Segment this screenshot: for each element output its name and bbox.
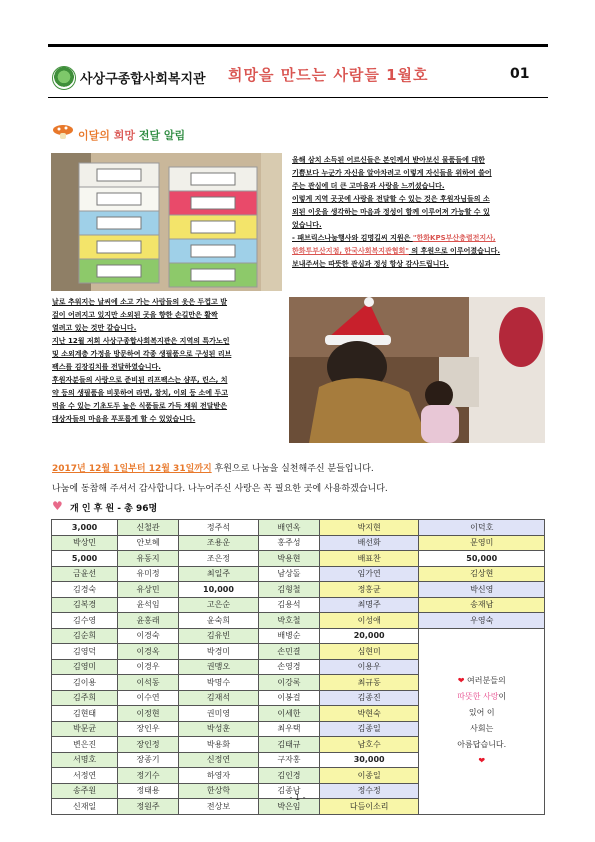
top-rule	[48, 44, 548, 47]
donor-cell: 조용운	[178, 535, 258, 551]
donor-cell: 김이용	[52, 675, 118, 691]
donor-heading: 개 인 후 원 - 총 96명	[70, 504, 158, 514]
donor-cell: 이강록	[259, 675, 320, 691]
donor-cell: 배연옥	[259, 520, 320, 536]
donor-cell: 이성애	[319, 613, 419, 629]
red-heart-icon: ❤	[457, 676, 465, 685]
header-divider	[48, 97, 548, 98]
donor-cell: 유상민	[118, 582, 179, 598]
donor-cell: 최명주	[319, 597, 419, 613]
donor-cell: 3,000	[52, 520, 118, 536]
donor-cell: 손민결	[259, 644, 320, 660]
donor-cell: 50,000	[419, 551, 545, 567]
donor-cell: 이세한	[259, 706, 320, 722]
para2-line9: 먹을 수 있는 기초도두 높은 식품들로 가득 채워 전달받은	[52, 402, 228, 410]
donor-cell: 하영자	[178, 768, 258, 784]
para2-line2: 걸이 어려지고 있지만 소외된 곳을 향한 손길만은 활짝	[52, 311, 218, 319]
donor-cell: 장인우	[118, 721, 179, 737]
donor-cell: 김유빈	[178, 628, 258, 644]
donor-cell: 정태용	[118, 783, 179, 799]
donor-cell: 김복경	[52, 597, 118, 613]
donor-cell: 남상돌	[259, 566, 320, 582]
gift-boxes-photo	[51, 153, 282, 291]
donor-cell: 서명호	[52, 752, 118, 768]
para1-line1: 올해 삼치 소득된 어르신들은 본인께서 받아보신 물품들에 대한	[292, 156, 485, 164]
donor-cell: 30,000	[319, 752, 419, 768]
donor-cell: 박현숙	[319, 706, 419, 722]
donor-cell: 전상보	[178, 799, 258, 815]
side-note	[419, 628, 545, 814]
welfare-center-logo-icon	[52, 66, 76, 90]
donor-cell: 권미영	[178, 706, 258, 722]
side-note-line3: 있어 이	[468, 708, 495, 717]
donor-cell: 유미정	[118, 566, 179, 582]
table-row	[52, 551, 545, 567]
donor-cell: 김수영	[52, 613, 118, 629]
section-title-part3: 전달 알림	[138, 129, 186, 142]
donor-cell: 박호철	[259, 613, 320, 629]
donor-cell: 정기수	[118, 768, 179, 784]
section-title-part1: 이달의	[78, 129, 114, 142]
box-stack-left	[79, 163, 159, 283]
para1-line6: 었습니다.	[292, 221, 322, 229]
santa-visit-photo	[289, 297, 545, 443]
donor-cell: 박신영	[419, 582, 545, 598]
donor-cell: 정홍균	[319, 582, 419, 598]
donor-cell: 김경숙	[52, 582, 118, 598]
donor-cell: 박용화	[178, 737, 258, 753]
winter-visit-paragraph	[52, 296, 280, 426]
donor-cell: 김형철	[259, 582, 320, 598]
heart-icon: ♥	[52, 499, 63, 513]
donor-cell: 박지현	[319, 520, 419, 536]
donor-cell: 배표찬	[319, 551, 419, 567]
donor-cell: 최규동	[319, 675, 419, 691]
para2-line3: 열려고 있는 것만 같습니다.	[52, 324, 137, 332]
donor-cell: 윤숙희	[178, 613, 258, 629]
para2-line4: 지난 12월 저희 사상구종합사회복지관은 지역의 특가노인	[52, 337, 230, 345]
donor-cell: 문영미	[419, 535, 545, 551]
donor-cell: 송주원	[52, 783, 118, 799]
donor-cell: 김태규	[259, 737, 320, 753]
para1-line2: 기쁨보다 누군가 자신을 알아차려고 이렇게 자신들을 위하여 쓸어	[292, 169, 492, 177]
sponsor-names-1: "한화KPS부산충렬전지사,	[412, 234, 496, 242]
donor-cell: 박상민	[52, 535, 118, 551]
donor-cell: 권맹오	[178, 659, 258, 675]
donor-cell: 이덕호	[419, 520, 545, 536]
donor-cell: 송재남	[419, 597, 545, 613]
table-row	[52, 582, 545, 598]
donor-cell: 신철관	[118, 520, 179, 536]
donor-cell: 임가연	[319, 566, 419, 582]
side-note-line1: 여러분들의	[467, 676, 506, 685]
para2-line5: 및 소외계층 가정을 방문하여 각종 생필품으로 구성된 리브	[52, 350, 232, 358]
issue-number: 01	[510, 66, 530, 82]
donor-cell: 심현미	[319, 644, 419, 660]
donor-cell: 김인경	[259, 768, 320, 784]
donor-cell: 박문균	[52, 721, 118, 737]
para1-line3: 주는 관심에 더 큰 고마움과 사랑을 느끼셨습니다.	[292, 182, 445, 190]
donor-cell: 홍주성	[259, 535, 320, 551]
donor-cell: 유동지	[118, 551, 179, 567]
table-row	[52, 613, 545, 629]
donor-cell: 서정연	[52, 768, 118, 784]
donor-cell: 안보혜	[118, 535, 179, 551]
donor-cell: 신재일	[52, 799, 118, 815]
donation-period: 2017년 12월 1일부터 12월 31일까지	[52, 464, 212, 474]
donor-cell: 5,000	[52, 551, 118, 567]
page-number: - 1 -	[289, 793, 306, 802]
donor-cell: 김종남	[259, 783, 320, 799]
donor-cell: 정원주	[118, 799, 179, 815]
donor-cell: 장인정	[118, 737, 179, 753]
sponsor-names-2: 한화투부산지점, 한국사회복지관협회"	[292, 247, 409, 255]
donor-cell: 김순희	[52, 628, 118, 644]
donor-cell: 이경숙	[118, 628, 179, 644]
red-heart-icon: ❤	[478, 756, 486, 765]
thanks-line: 나눔에 동참해 주셔서 감사합니다. 나누어주신 사랑은 꼭 필요한 곳에 사용하겠습니다.	[52, 484, 388, 494]
para1-line8b: 의 후원으로 이루어졌습니다.	[408, 247, 501, 255]
para2-line7: 후원자분들의 사랑으로 준비된 리프팩스는 샴푸, 린스, 치	[52, 376, 228, 384]
donor-cell: 다듬이소리	[319, 799, 419, 815]
table-row	[52, 597, 545, 613]
donor-cell: 우영숙	[419, 613, 545, 629]
donor-cell: 윤석임	[118, 597, 179, 613]
table-row	[52, 520, 545, 536]
donor-table	[51, 519, 545, 815]
donor-cell: 김현태	[52, 706, 118, 722]
donor-cell: 이정현	[118, 706, 179, 722]
donor-cell: 고은순	[178, 597, 258, 613]
para2-line8: 약 등의 생필품을 비롯하여 라면, 참치, 이외 등 소에 두고	[52, 389, 229, 397]
side-note-line2b: 이	[498, 692, 507, 701]
donor-cell: 박경미	[178, 644, 258, 660]
table-row	[52, 628, 545, 644]
donor-cell: 김주희	[52, 690, 118, 706]
donor-cell: 박성훈	[178, 721, 258, 737]
para2-line10: 대상자들의 마음을 푸포롭게 할 수 있었습니다.	[52, 415, 196, 423]
donor-cell: 정주석	[178, 520, 258, 536]
donor-cell: 김재석	[178, 690, 258, 706]
donor-cell: 손영경	[259, 659, 320, 675]
donor-cell: 김상현	[419, 566, 545, 582]
donor-cell: 정수정	[319, 783, 419, 799]
donor-cell: 김종진	[319, 690, 419, 706]
donor-cell: 한상학	[178, 783, 258, 799]
donor-cell: 박명수	[178, 675, 258, 691]
donor-cell: 이종일	[319, 768, 419, 784]
donor-cell: 윤홍래	[118, 613, 179, 629]
donor-cell: 변은진	[52, 737, 118, 753]
donor-cell: 이수연	[118, 690, 179, 706]
para2-line1: 날로 추워지는 날씨에 소고 가는 사람들의 옷은 두껍고 발	[52, 298, 228, 306]
donor-cell: 이석동	[118, 675, 179, 691]
table-row	[52, 566, 545, 582]
donor-cell: 장종기	[118, 752, 179, 768]
org-name: 사상구종합사회복지관	[80, 72, 206, 87]
donor-cell: 10,000	[178, 582, 258, 598]
para1-line4: 이렇게 지역 곳곳에 사랑을 전달할 수 있는 것은 후원자님들의 소	[292, 195, 490, 203]
side-note-line2a: 따뜻한 사랑	[457, 692, 499, 701]
delivery-report-paragraph	[292, 154, 545, 271]
donor-cell: 20,000	[319, 628, 419, 644]
donor-cell: 이봉걸	[259, 690, 320, 706]
donor-cell: 조은정	[178, 551, 258, 567]
donor-cell: 최우택	[259, 721, 320, 737]
donation-period-rest: 후원으로 나눔을 실천해주신 분들입니다.	[211, 464, 374, 474]
donor-cell: 구자홍	[259, 752, 320, 768]
donor-cell: 배선화	[319, 535, 419, 551]
donor-cell: 배병순	[259, 628, 320, 644]
side-note-line5: 아름답습니다.	[457, 740, 507, 749]
donor-cell: 이경옥	[118, 644, 179, 660]
donor-cell: 남호수	[319, 737, 419, 753]
mushroom-icon	[52, 124, 74, 140]
donor-cell: 김용석	[259, 597, 320, 613]
donor-cell: 금윤선	[52, 566, 118, 582]
section-title	[78, 127, 185, 143]
donor-cell: 박은임	[259, 799, 320, 815]
donor-cell: 김영미	[52, 659, 118, 675]
side-note-line4: 사회는	[470, 724, 494, 733]
donor-cell: 박용현	[259, 551, 320, 567]
donation-period-line	[52, 461, 374, 474]
donor-cell: 김종일	[319, 721, 419, 737]
donor-cell: 신정연	[178, 752, 258, 768]
para1-line5: 외된 이웃을 생각하는 마음과 정성이 함께 이루어져 가능할 수 있	[292, 208, 490, 216]
para1-line9: 보내주셔는 따뜻한 관심과 정성 항상 감사드립니다.	[292, 260, 449, 268]
donor-cell: 김영덕	[52, 644, 118, 660]
donor-cell: 최일주	[178, 566, 258, 582]
box-stack-right	[169, 167, 257, 287]
donor-cell: 이용우	[319, 659, 419, 675]
table-row	[52, 535, 545, 551]
donor-cell: 이경우	[118, 659, 179, 675]
para2-line6: 팩스를 김장김치를 전달하였습니다.	[52, 363, 161, 371]
para1-line7a: - 패브릭스나눔행사와 김명길씨 지원은	[292, 234, 413, 242]
newsletter-title: 희망을 만드는 사람들 1월호	[228, 66, 429, 84]
section-title-part2: 희망	[113, 129, 139, 142]
